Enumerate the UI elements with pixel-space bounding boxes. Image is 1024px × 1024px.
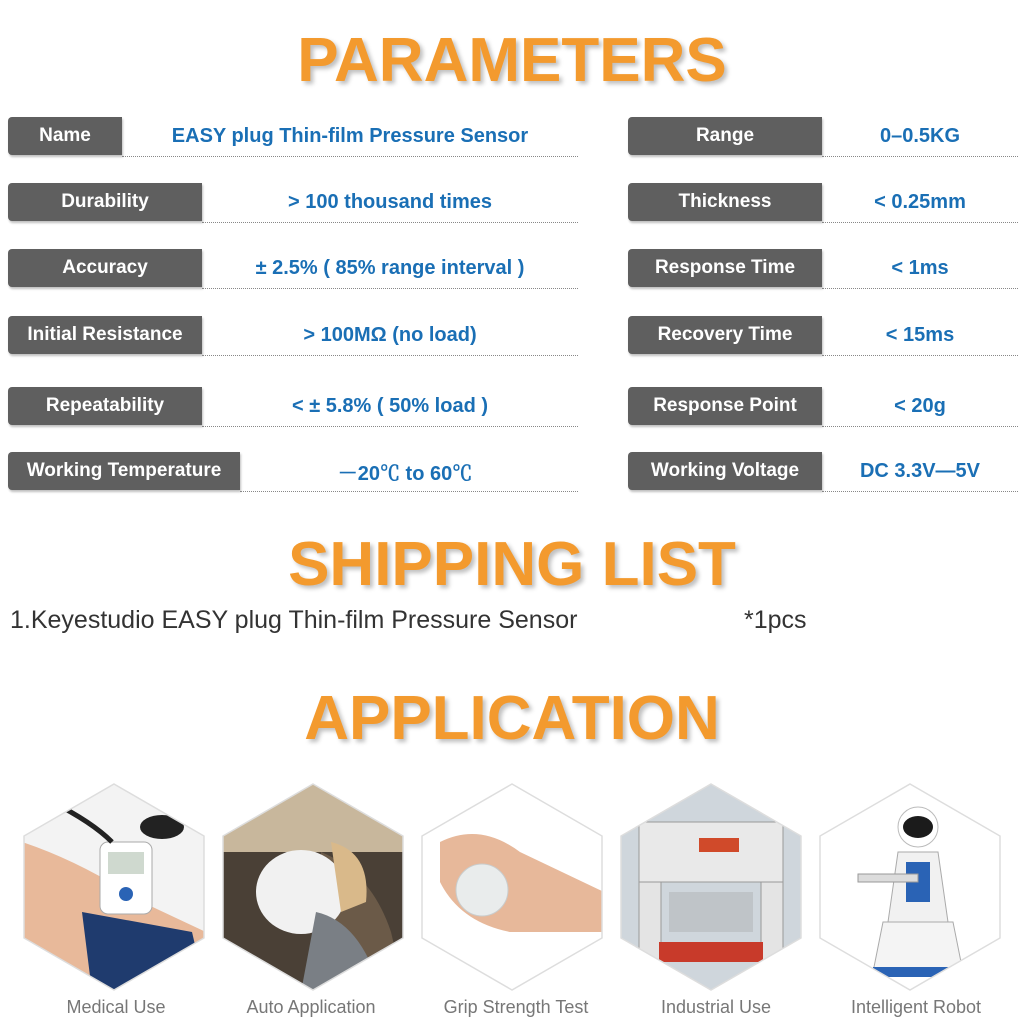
press-machine-icon: [619, 782, 803, 992]
divider: [240, 491, 578, 492]
divider: [822, 156, 1018, 157]
airbag-icon: [221, 782, 405, 992]
param-row-name: [8, 117, 578, 159]
param-value: < 1ms: [891, 256, 949, 279]
shipping-qty: *1pcs: [744, 606, 807, 634]
parameters-title: PARAMETERS: [297, 26, 727, 95]
param-label: Accuracy: [8, 249, 202, 287]
param-row-recovery-time: [628, 316, 1018, 358]
param-row-response-time: [628, 249, 1018, 291]
divider: [822, 222, 1018, 223]
divider: [822, 355, 1018, 356]
divider: [822, 288, 1018, 289]
divider: [202, 355, 578, 356]
param-label: Response Time: [628, 249, 822, 287]
param-label: Repeatability: [8, 387, 202, 425]
param-label: Initial Resistance: [8, 316, 202, 354]
param-value: < 20g: [894, 394, 946, 417]
app-grip: [420, 782, 604, 992]
grip-ball-icon: [420, 782, 604, 992]
param-row-repeatability: [8, 387, 578, 429]
param-label: Working Temperature: [8, 452, 240, 490]
param-value: EASY plug Thin-film Pressure Sensor: [171, 124, 529, 147]
param-value: < ± 5.8% ( 50% load ): [291, 394, 489, 417]
blood-pressure-monitor-icon: [22, 782, 206, 992]
caption-robot: Intelligent Robot: [850, 997, 982, 1017]
app-auto: [221, 782, 405, 992]
shipping-title: SHIPPING LIST: [288, 530, 736, 599]
param-row-working-temperature: [8, 452, 578, 494]
param-row-durability: [8, 183, 578, 225]
caption-grip: Grip Strength Test: [443, 997, 589, 1017]
param-value: ± 2.5% ( 85% range interval ): [255, 256, 525, 279]
param-label: Name: [8, 117, 122, 155]
divider: [822, 426, 1018, 427]
divider: [202, 426, 578, 427]
robot-icon: [818, 782, 1002, 992]
shipping-item: 1.Keyestudio EASY plug Thin-film Pressure Sensor: [10, 606, 578, 634]
caption-auto: Auto Application: [246, 997, 376, 1017]
param-row-thickness: [628, 183, 1018, 225]
param-label: Working Voltage: [628, 452, 822, 490]
param-row-initial-resistance: [8, 316, 578, 358]
app-medical: [22, 782, 206, 992]
app-industrial: [619, 782, 803, 992]
param-value: DC 3.3V—5V: [859, 459, 981, 482]
param-value: －20℃ to 60℃: [337, 462, 473, 485]
param-label: Response Point: [628, 387, 822, 425]
param-value: < 0.25mm: [874, 190, 966, 213]
caption-industrial: Industrial Use: [660, 997, 772, 1017]
divider: [822, 491, 1018, 492]
application-title: APPLICATION: [304, 684, 720, 753]
divider: [202, 222, 578, 223]
param-row-working-voltage: [628, 452, 1018, 494]
divider: [122, 156, 578, 157]
caption-medical: Medical Use: [66, 997, 166, 1017]
param-label: Durability: [8, 183, 202, 221]
param-row-range: [628, 117, 1018, 159]
param-row-accuracy: [8, 249, 578, 291]
app-robot: [818, 782, 1002, 992]
param-label: Thickness: [628, 183, 822, 221]
param-value: > 100 thousand times: [288, 190, 492, 213]
param-label: Recovery Time: [628, 316, 822, 354]
param-value: 0–0.5KG: [879, 124, 961, 147]
param-value: > 100MΩ (no load): [303, 323, 477, 346]
divider: [202, 288, 578, 289]
param-value: < 15ms: [885, 323, 955, 346]
param-label: Range: [628, 117, 822, 155]
param-row-response-point: [628, 387, 1018, 429]
